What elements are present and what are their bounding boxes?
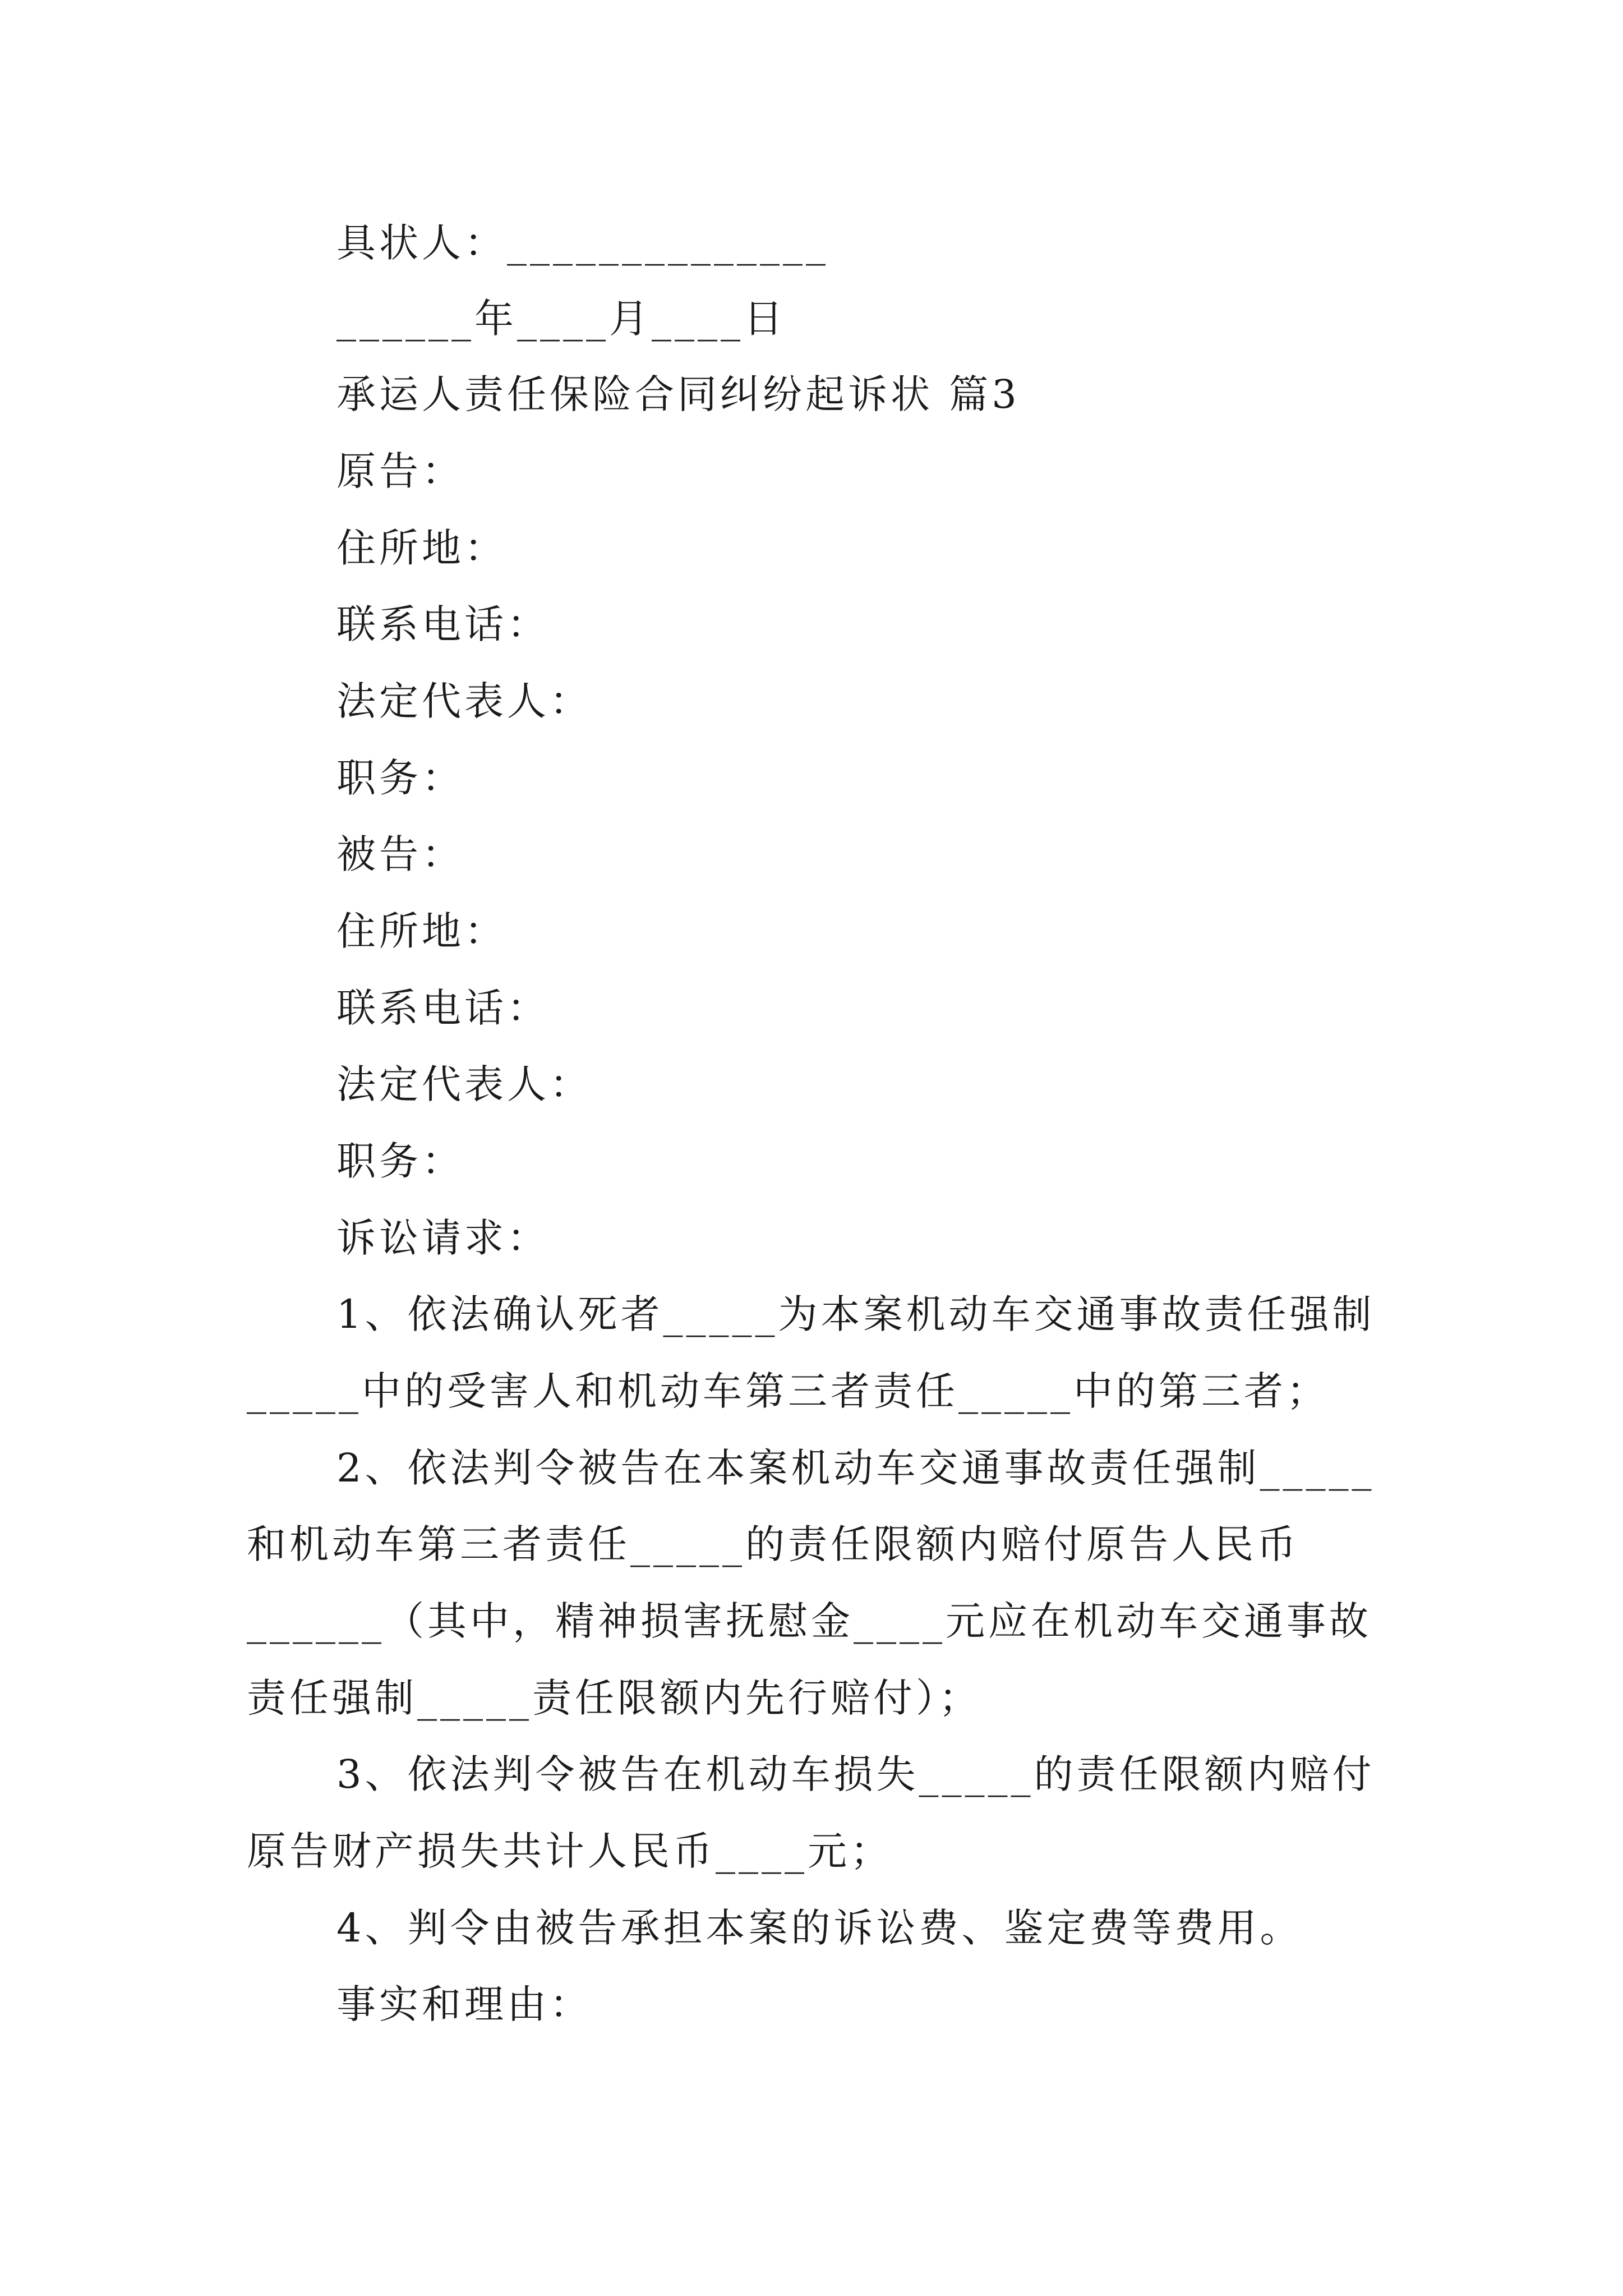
signatory-line: 具状人：______________ [336, 220, 829, 266]
plaintiff-label: 原告： [336, 448, 464, 494]
claim-1-line-2: _____中的受害人和机动车第三者责任_____中的第三者； [247, 1368, 1329, 1414]
claim-3-line-1: 3、依法判令被告在机动车损失_____的责任限额内赔付 [336, 1751, 1375, 1797]
claim-4-line-1: 4、判令由被告承担本案的诉讼费、鉴定费等费用。 [336, 1905, 1303, 1951]
defendant-position-label: 职务： [336, 1138, 464, 1184]
defendant-label: 被告： [336, 831, 464, 877]
claim-2-line-4: 责任强制_____责任限额内先行赔付）； [247, 1675, 981, 1721]
defendant-representative-label: 法定代表人： [336, 1061, 592, 1107]
date-line: ______年____月____日 [336, 296, 786, 342]
claim-2-line-3: ______（其中，精神损害抚慰金____元应在机动车交通事故 [247, 1598, 1372, 1644]
plaintiff-position-label: 职务： [336, 755, 464, 801]
section-title: 承运人责任保险合同纠纷起诉状 篇3 [336, 371, 1020, 417]
claims-heading: 诉讼请求： [336, 1215, 550, 1261]
claim-1-line-1: 1、依法确认死者_____为本案机动车交通事故责任强制 [336, 1291, 1375, 1337]
claim-2-line-2: 和机动车第三者责任_____的责任限额内赔付原告人民币 [247, 1521, 1299, 1567]
defendant-phone-label: 联系电话： [336, 985, 550, 1031]
plaintiff-phone-label: 联系电话： [336, 601, 550, 647]
plaintiff-representative-label: 法定代表人： [336, 678, 592, 724]
defendant-address-label: 住所地： [336, 908, 507, 954]
claim-3-line-2: 原告财产损失共计人民币____元； [247, 1828, 893, 1874]
facts-heading: 事实和理由： [336, 1981, 592, 2027]
plaintiff-address-label: 住所地： [336, 525, 507, 571]
claim-2-line-1: 2、依法判令被告在本案机动车交通事故责任强制_____ [336, 1445, 1375, 1491]
